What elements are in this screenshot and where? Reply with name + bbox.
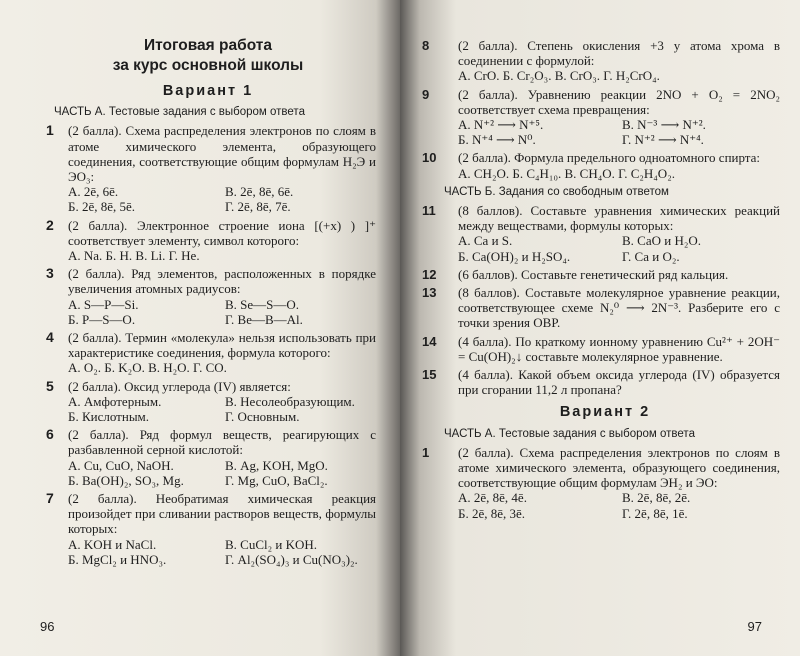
answer-option: В. CuCl₂ и KOH. [225, 536, 318, 552]
question-number: 14 [422, 333, 437, 349]
question-number: 7 [46, 490, 54, 507]
answer-options [458, 68, 780, 83]
answer-option: В. Se—S—O. [225, 296, 300, 312]
question-number: 2 [46, 216, 54, 233]
question-text: (8 баллов). Составьте уравнения химических реакций между веществами, формулы которых: [458, 203, 780, 234]
question-item [40, 123, 376, 214]
question-item [422, 444, 780, 521]
answer-option: Б. 2ē, 8ē, 3ē. [458, 505, 526, 521]
page-left-content [40, 36, 376, 570]
answer-option: А. CH₂O. Б. C₄H₁₀. В. CH₄O. Г. C₂H₄O₂. [458, 165, 675, 181]
answer-options [458, 117, 780, 147]
answer-option: Б. Кислотным. [68, 409, 150, 425]
question-number: 5 [46, 377, 54, 394]
answer-option: А. KOH и NaCl. [68, 536, 157, 552]
question-item [40, 379, 376, 425]
answer-options [458, 490, 780, 520]
answer-option: В. Несолеобразующим. [225, 393, 355, 409]
question-text: (2 балла). Уравнению реакции 2NO + O₂ = 2NO₂ соответствует схема превращения: [458, 86, 780, 117]
answer-option: Г. N⁺² ⟶ N⁺⁴. [622, 132, 704, 148]
answer-options [68, 360, 376, 375]
answer-options [458, 166, 780, 181]
question-number: 4 [46, 329, 54, 346]
question-item [40, 218, 376, 264]
part-heading: ЧАСТЬ Б. Задания со свободным ответом [444, 185, 669, 198]
answer-option: В. CaO и H₂O. [622, 233, 702, 249]
question-number: 3 [46, 265, 54, 282]
answer-option: Б. Ba(OH)₂, SO₃, Mg. [68, 472, 184, 488]
question-text: (2 балла). Степень окисления +3 у атома хрома в соединении с формулой: [458, 38, 780, 69]
answer-option: А. N⁺² ⟶ N⁺⁵. [458, 117, 544, 133]
question-number: 1 [46, 122, 54, 139]
question-text: (2 балла). Электронное строение иона [(+x) ) ]⁺ соответствует элементу, символ которого: [68, 217, 376, 248]
answer-options [68, 248, 376, 263]
question-text: (2 балла). Ряд формул веществ, реагирующих с разбавленной серной кислотой: [68, 427, 376, 458]
question-number: 13 [422, 285, 437, 301]
question-text: (8 баллов). Составьте молекулярное уравнение реакции, соответствующее схеме N₂⁰ ⟶ 2N⁻³. Разберите его с точки зрения ОВР. [458, 285, 780, 331]
answer-options [68, 297, 376, 327]
question-text: (2 балла). Схема распределения электронов по слоям в атоме химического элемента, образующего соединения, соответствующие общим формулам H₂Э и ЭO₃: [68, 123, 376, 185]
question-item [40, 427, 376, 488]
question-number: 6 [46, 426, 54, 443]
question-item [40, 491, 376, 567]
answer-option: А. O₂. Б. K₂O. В. H₂O. Г. CO. [68, 360, 227, 376]
question-number: 11 [422, 203, 436, 219]
answer-option: А. 2ē, 8ē, 4ē. [458, 490, 527, 506]
question-text: (2 балла). Формула предельного одноатомного спирта: [458, 150, 761, 166]
answer-option: Г. Основным. [225, 409, 300, 425]
answer-option: Б. N⁺⁴ ⟶ N⁰. [458, 132, 536, 148]
variant-heading: Вариант 1 [162, 83, 254, 99]
question-item [422, 367, 780, 398]
question-list [422, 203, 780, 398]
question-item [422, 203, 780, 264]
answer-options [68, 184, 376, 214]
question-item [422, 266, 780, 282]
answer-option: Г. Ca и O₂. [622, 248, 680, 264]
question-text: (6 баллов). Составьте генетический ряд кальция. [458, 266, 729, 282]
answer-option: Б. Ca(OH)₂ и H₂SO₄. [458, 248, 571, 264]
answer-options [68, 537, 376, 567]
page-number: 97 [747, 619, 762, 634]
question-text: (4 балла). По краткому ионному уравнению Cu²⁺ + 2OH⁻ = Cu(OH)₂↓ составьте молекулярное уравнение. [458, 333, 780, 364]
question-number: 12 [422, 266, 437, 282]
answer-option: А. S—P—Si. [68, 296, 139, 312]
answer-option: Б. P—S—O. [68, 311, 136, 327]
question-item [40, 330, 376, 376]
answer-option: Г. 2ē, 8ē, 7ē. [225, 199, 291, 215]
answer-option: А. Амфотерным. [68, 393, 162, 409]
answer-option: В. 2ē, 8ē, 2ē. [622, 490, 691, 506]
question-number: 10 [422, 150, 437, 166]
question-number: 15 [422, 367, 437, 383]
answer-option: В. N⁻³ ⟶ N⁺². [622, 117, 706, 133]
question-item [40, 266, 376, 327]
question-list [422, 444, 780, 521]
question-text: (2 балла). Термин «молекула» нельзя использовать при характеристике соединения, формула которого: [68, 330, 376, 361]
question-number: 8 [422, 38, 430, 53]
answer-option: Г. Mg, CuO, BaCl₂. [225, 472, 328, 488]
page-right-content [422, 38, 780, 524]
question-list [40, 123, 376, 567]
answer-option: А. 2ē, 6ē. [68, 184, 119, 200]
answer-option: Г. Al₂(SO₄)₃ и Cu(NO₃)₂. [225, 551, 358, 567]
answer-options [68, 394, 376, 424]
part-heading: ЧАСТЬ А. Тестовые задания с выбором ответа [444, 427, 695, 440]
answer-option: В. Ag, KOH, MgO. [225, 457, 328, 473]
question-item [422, 38, 780, 84]
question-list [422, 38, 780, 181]
answer-option: А. Ca и S. [458, 233, 513, 249]
question-text: (4 балла). Какой объем оксида углерода (IV) образуется при сгорании 11,2 л пропана? [458, 367, 780, 398]
question-item [422, 86, 780, 148]
answer-option: А. CrO. Б. Cr₂O₃. В. CrO₃. Г. H₂CrO₄. [458, 68, 660, 84]
variant-heading: Вариант 2 [559, 404, 651, 421]
answer-options [68, 458, 376, 488]
question-item [422, 285, 780, 331]
question-text: (2 балла). Схема распределения электронов по слоям в атоме химического элемента, образующего соединения, соответствующие общим формулам ЭH₂ и ЭO: [458, 444, 780, 491]
question-item [422, 150, 780, 181]
part-heading: ЧАСТЬ А. Тестовые задания с выбором ответа [54, 106, 305, 119]
answer-options [458, 233, 780, 263]
answer-option: Б. 2ē, 8ē, 5ē. [68, 199, 136, 215]
page-number: 96 [40, 619, 55, 634]
answer-option: А. Cu, CuO, NaOH. [68, 457, 174, 473]
question-text: (2 балла). Необратимая химическая реакция произойдет при сливании растворов веществ, формулы которых: [68, 491, 376, 537]
answer-option: Г. Be—B—Al. [225, 311, 303, 327]
page-title: Итоговая работа [144, 37, 272, 54]
question-number: 9 [422, 86, 430, 102]
answer-option: В. 2ē, 8ē, 6ē. [225, 184, 294, 200]
question-item [422, 333, 780, 364]
answer-option: А. Na. Б. H. В. Li. Г. He. [68, 248, 200, 264]
question-text: (2 балла). Ряд элементов, расположенных в порядке увеличения атомных радиусов: [68, 266, 376, 297]
question-text: (2 балла). Оксид углерода (IV) является: [68, 378, 291, 394]
page-subtitle: за курс основной школы [112, 57, 304, 74]
answer-option: Б. MgCl₂ и HNO₃. [68, 551, 167, 567]
question-number: 1 [422, 444, 430, 460]
page-right [400, 0, 800, 656]
answer-option: Г. 2ē, 8ē, 1ē. [622, 505, 688, 521]
